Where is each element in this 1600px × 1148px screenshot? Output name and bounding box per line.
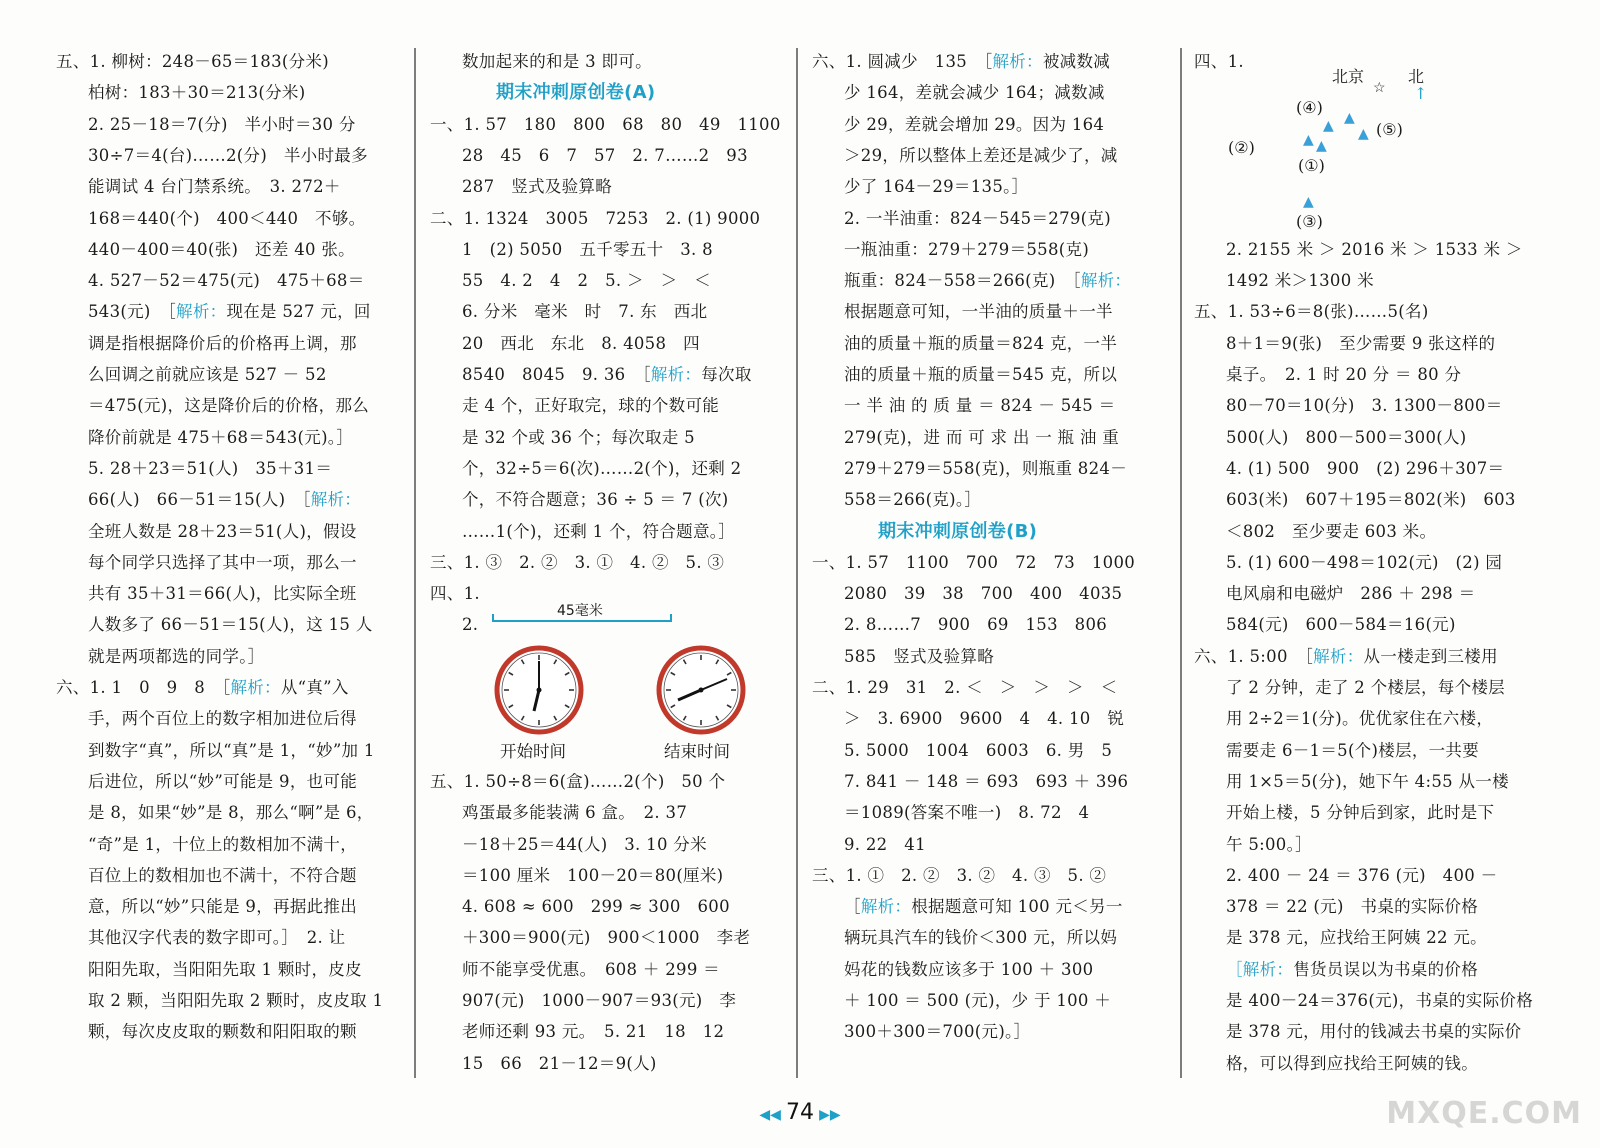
answer-line bbox=[430, 772, 725, 792]
clock-end-face-icon bbox=[656, 645, 746, 735]
answer-line bbox=[430, 209, 760, 229]
answer-text: ＝1089(答案不唯一) 8. 72 4 bbox=[844, 803, 1090, 823]
answer-line bbox=[88, 396, 369, 416]
answer-line bbox=[844, 584, 1122, 604]
answer-line bbox=[462, 459, 741, 479]
answer-line bbox=[88, 553, 357, 573]
answer-text: 一 半 油 的 质 量 ＝ 824 － 545 ＝ bbox=[844, 396, 1116, 416]
analysis-label: 解析： bbox=[310, 490, 362, 510]
answer-text: 六、1. 圆减少 135 ［ bbox=[812, 52, 993, 71]
answer-text: 2. bbox=[462, 615, 479, 635]
answer-text: 百位上的数相加也不满十，不符合题 bbox=[88, 865, 357, 885]
answer-line bbox=[88, 365, 327, 385]
answer-line bbox=[844, 615, 1107, 635]
answer-line bbox=[1226, 615, 1456, 635]
answer-line bbox=[462, 396, 719, 416]
answer-text: “奇”是 1，十位上的数相加不满十， bbox=[88, 834, 358, 854]
answer-line bbox=[88, 647, 265, 667]
answer-line bbox=[430, 115, 781, 135]
analysis-label: 解析： bbox=[1313, 646, 1364, 666]
answer-line bbox=[88, 866, 357, 886]
answer-text: 2080 39 38 700 400 4035 bbox=[844, 584, 1123, 604]
answer-line bbox=[1226, 334, 1495, 354]
answer-line bbox=[844, 396, 1115, 416]
page-number: 74 bbox=[786, 1100, 814, 1125]
analysis-label: 解析： bbox=[176, 302, 227, 322]
answer-text: 一、1. 57 1100 700 72 73 1000 bbox=[812, 552, 1136, 572]
answer-text: 1 (2) 5050 五千零五十 3. 8 bbox=[462, 239, 713, 259]
answer-line bbox=[844, 897, 1123, 917]
answer-line bbox=[88, 709, 357, 729]
answer-line bbox=[1226, 741, 1479, 761]
column-divider bbox=[1180, 48, 1182, 1078]
map-beijing-label: 北京 bbox=[1332, 67, 1365, 86]
answer-text: 300＋300＝700(元)。］ bbox=[844, 1022, 1031, 1042]
answer-line bbox=[844, 490, 981, 510]
answer-text: 287 竖式及验算略 bbox=[462, 177, 612, 197]
answer-line bbox=[88, 428, 353, 448]
answer-line bbox=[844, 240, 1089, 260]
answer-line bbox=[1226, 584, 1475, 604]
answer-line bbox=[88, 741, 375, 761]
column-divider bbox=[796, 48, 798, 1078]
answer-text: 2. 400 － 24 ＝ 376 (元) 400 － bbox=[1226, 865, 1498, 885]
ruler-tick bbox=[670, 614, 672, 622]
ruler-tick bbox=[492, 614, 494, 622]
answer-text: 168＝440(个) 400＜440 不够。 bbox=[88, 208, 366, 228]
answer-line bbox=[56, 678, 349, 698]
answer-line bbox=[88, 960, 362, 980]
answer-text: 20 西北 东北 8. 4058 四 bbox=[462, 333, 700, 353]
answer-line bbox=[812, 52, 1110, 72]
map-label-5: (⑤) bbox=[1376, 120, 1403, 139]
answer-text: 二、1. 29 31 2. ＜ ＞ ＞ ＞ ＜ bbox=[812, 678, 1118, 697]
answer-text: 取 2 颗，当阳阳先取 2 颗时，皮皮取 1 bbox=[88, 991, 384, 1010]
answer-text: 8540 8045 9. 36 ［ bbox=[462, 365, 651, 384]
clock-start bbox=[494, 645, 584, 739]
answer-line bbox=[462, 615, 478, 635]
answer-text: 543(元) ［ bbox=[88, 302, 177, 322]
analysis-label: 解析： bbox=[860, 897, 912, 917]
answer-text: 用 1×5＝5(分)，她下午 4:55 从一楼 bbox=[1226, 771, 1509, 791]
answer-line bbox=[1226, 928, 1487, 948]
answer-text: 是 378 元，应找给王阿姨 22 元。 bbox=[1226, 928, 1487, 948]
answer-text: 少了 164－29＝135。］ bbox=[844, 177, 1029, 197]
answer-line bbox=[462, 1054, 657, 1074]
answer-text: 55 4. 2 4 2 5. ＞ ＞ ＜ bbox=[462, 271, 711, 291]
answer-text: 六、1. 1 0 9 8 ［ bbox=[56, 678, 231, 697]
clock-start-face-icon bbox=[494, 645, 584, 735]
analysis-label: 解析： bbox=[230, 678, 281, 697]
answer-line bbox=[88, 83, 305, 103]
answer-line bbox=[462, 960, 720, 980]
answer-text: 8＋1＝9(张) 至少需要 9 张这样的 bbox=[1226, 333, 1496, 353]
answer-line bbox=[812, 678, 1117, 698]
map-label-4: (④) bbox=[1296, 98, 1323, 117]
answer-line bbox=[1226, 772, 1509, 792]
answer-text: 80－70＝10(分) 3. 1300－800＝ bbox=[1226, 396, 1503, 416]
answer-text: 意，所以“妙”只能是 9，再据此推出 bbox=[88, 897, 358, 917]
answer-line bbox=[462, 146, 748, 166]
answer-line bbox=[844, 741, 1112, 761]
answer-text: 15 66 21－12＝9(人) bbox=[462, 1053, 657, 1073]
answer-line bbox=[844, 334, 1117, 354]
answer-text: 是 400－24＝376(元)，书桌的实际价格 bbox=[1226, 991, 1534, 1010]
answer-text: 五、1. 53÷6＝8(张)……5(名) bbox=[1194, 302, 1429, 322]
analysis-label: 解析： bbox=[650, 365, 702, 384]
answer-text: 4. 608 ≈ 600 299 ≈ 300 600 bbox=[462, 897, 730, 917]
answer-text: 能调试 4 台门禁系统。 3. 272＋ bbox=[88, 177, 341, 197]
section-title: 期末冲刺原创卷(A) bbox=[496, 82, 656, 104]
answer-text: 格，可以得到应找给王阿姨的钱。 bbox=[1226, 1053, 1478, 1073]
answer-line bbox=[844, 271, 1131, 291]
answer-line bbox=[462, 803, 687, 823]
answer-line bbox=[88, 334, 357, 354]
ruler-figure bbox=[492, 600, 677, 628]
answer-text: 66(人) 66－51＝15(人) ［ bbox=[88, 490, 311, 510]
answer-text: 少 164，差就会减少 164；减数减 bbox=[844, 83, 1105, 103]
answer-line bbox=[462, 52, 652, 72]
answer-text: 2. 2155 米 ＞ 2016 米 ＞ 1533 米 ＞ bbox=[1226, 239, 1523, 259]
page-footer bbox=[0, 1100, 1600, 1125]
north-arrow-icon: ↑ bbox=[1414, 84, 1428, 103]
answer-line bbox=[1226, 866, 1497, 886]
answer-line bbox=[844, 647, 994, 667]
answer-line bbox=[812, 866, 1106, 886]
answer-text: 一、1. 57 180 800 68 80 49 1100 bbox=[430, 114, 781, 134]
answer-line bbox=[1226, 1054, 1478, 1074]
answer-text: 四、1. bbox=[430, 584, 480, 604]
answer-text: 油的质量＋瓶的质量＝545 克，所以 bbox=[844, 365, 1118, 384]
answer-text: 人数多了 66－51＝15(人)，这 15 人 bbox=[88, 615, 373, 635]
answer-text: 被减数减 bbox=[1042, 52, 1111, 71]
answer-line bbox=[844, 991, 1111, 1011]
answer-line bbox=[88, 803, 374, 823]
watermark: MXQE.COM bbox=[1386, 1096, 1582, 1131]
answer-text: 调是指根据降价后的价格再上调，那 bbox=[88, 333, 357, 353]
answer-line bbox=[462, 365, 752, 385]
answer-text: 阳阳先取，当阳阳先取 1 颗时，皮皮 bbox=[88, 959, 362, 979]
answer-line bbox=[1226, 365, 1461, 385]
answer-text: 辆玩具汽车的钱价＜300 元，所以妈 bbox=[844, 928, 1118, 948]
answer-text: 现在是 527 元，回 bbox=[226, 302, 371, 322]
answer-text: 是 378 元，用付的钱减去书桌的实际价 bbox=[1226, 1022, 1522, 1042]
answer-line bbox=[88, 522, 357, 542]
answer-text: 279(克)，进 而 可 求 出 一 瓶 油 重 bbox=[844, 427, 1120, 447]
answer-text: 颗，每次皮皮取的颗数和阳阳取的颗 bbox=[88, 1022, 357, 1042]
answer-text: 个，不符合题意；36 ÷ 5 ＝ 7 (次) bbox=[462, 490, 729, 510]
answer-text: 2. 8……7 900 69 153 806 bbox=[844, 615, 1108, 635]
prev-arrows-icon: ◀◀ bbox=[759, 1107, 781, 1123]
answer-line bbox=[430, 553, 724, 573]
answer-text: 2. 25－18＝7(分) 半小时＝30 分 bbox=[88, 114, 356, 134]
answer-line bbox=[462, 271, 711, 291]
triangle-icon: ▲ bbox=[1344, 110, 1355, 126]
answer-line bbox=[88, 615, 373, 635]
answer-line bbox=[88, 177, 341, 197]
answer-line bbox=[1226, 991, 1533, 1011]
answer-line bbox=[88, 146, 368, 166]
answer-text: 5. 5000 1004 6003 6. 男 5 bbox=[844, 740, 1113, 760]
answer-text: 4. 527－52＝475(元) 475＋68＝ bbox=[88, 271, 365, 291]
answer-text: 四、1. bbox=[1194, 52, 1244, 71]
answer-text: 少 29，差就会增加 29。因为 164 bbox=[844, 114, 1105, 134]
answer-line bbox=[88, 584, 357, 604]
answer-line bbox=[88, 991, 383, 1011]
answer-line bbox=[1226, 240, 1523, 260]
answer-line bbox=[844, 365, 1117, 385]
answer-text: 三、1. ③ 2. ② 3. ① 4. ② 5. ③ bbox=[430, 552, 725, 572]
answer-text: 五、1. 柳树：248－65＝183(分米) bbox=[56, 52, 329, 71]
answer-text: 全班人数是 28＋23＝51(人)，假设 bbox=[88, 521, 357, 541]
triangle-icon: ▲ bbox=[1316, 138, 1327, 154]
answer-text: ＝475(元)，这是降价后的价格，那么 bbox=[88, 396, 370, 416]
answer-line bbox=[462, 1022, 724, 1042]
answer-line bbox=[88, 772, 357, 792]
answer-text: 4. (1) 500 900 (2) 296＋307＝ bbox=[1226, 458, 1505, 478]
answer-text: 378 ＝ 22 (元) 书桌的实际价格 bbox=[1226, 897, 1479, 917]
answer-text: ＞ 3. 6900 9600 4 4. 10 锐 bbox=[844, 709, 1125, 729]
answer-text: 开始上楼，5 分钟后到家，此时是下 bbox=[1226, 803, 1495, 823]
map-label-3: (③) bbox=[1296, 212, 1323, 231]
answer-line bbox=[1226, 1022, 1521, 1042]
answer-text: 六、1. 5:00 ［ bbox=[1194, 646, 1314, 666]
answer-text: 6. 分米 毫米 时 7. 东 西北 bbox=[462, 302, 708, 322]
answer-line bbox=[88, 928, 345, 948]
answer-line bbox=[88, 240, 355, 260]
answer-text: 根据题意可知 100 元＜另一 bbox=[911, 897, 1123, 917]
answer-text: 走 4 个，正好取完，球的个数可能 bbox=[462, 396, 720, 416]
answer-line bbox=[1226, 490, 1516, 510]
answer-line bbox=[844, 302, 1113, 322]
answer-line bbox=[430, 584, 480, 604]
section-heading bbox=[878, 522, 1037, 542]
triangle-icon: ▲ bbox=[1303, 194, 1314, 210]
answer-line bbox=[1194, 302, 1429, 322]
answer-text: ＋ 100 ＝ 500 (元)，少 于 100 ＋ bbox=[844, 991, 1112, 1010]
answer-line bbox=[844, 209, 1111, 229]
answer-text: 584(元) 600－584＝16(元) bbox=[1226, 615, 1456, 635]
answer-text: 用 2÷2＝1(分)。优优家住在六楼， bbox=[1226, 709, 1494, 729]
answer-text: －18＋25＝44(人) 3. 10 分米 bbox=[462, 834, 707, 854]
answer-line bbox=[462, 991, 736, 1011]
answer-line bbox=[844, 835, 926, 855]
answer-line bbox=[844, 709, 1124, 729]
map-star-icon: ☆ bbox=[1373, 80, 1386, 96]
answer-text: 后进位，所以“妙”可能是 9，也可能 bbox=[88, 771, 358, 791]
answer-text: 鸡蛋最多能装满 6 盒。 2. 37 bbox=[462, 803, 688, 823]
answer-line bbox=[88, 302, 371, 322]
ruler-label: 45毫米 bbox=[557, 603, 603, 619]
answer-text: 1492 米＞1300 米 bbox=[1226, 271, 1374, 291]
ruler-line bbox=[492, 620, 672, 622]
answer-line bbox=[1226, 459, 1504, 479]
answer-text: 9. 22 41 bbox=[844, 834, 926, 854]
answer-text: 瓶重：824－558＝266(克) ［ bbox=[844, 271, 1081, 291]
answer-text: 降价前就是 475＋68＝543(元)。］ bbox=[88, 427, 354, 447]
answer-text: ＜802 至少要走 603 米。 bbox=[1226, 521, 1437, 541]
answer-line bbox=[462, 240, 713, 260]
answer-text: 28 45 6 7 57 2. 7……2 93 bbox=[462, 145, 748, 165]
answer-line bbox=[1194, 647, 1498, 667]
answer-line bbox=[88, 115, 356, 135]
answer-line bbox=[88, 897, 357, 917]
map-label-2: (②) bbox=[1228, 138, 1255, 157]
clock-start-label: 开始时间 bbox=[500, 742, 566, 761]
answer-text: 了 2 分钟，走了 2 个楼层，每个楼层 bbox=[1226, 678, 1505, 697]
answer-line bbox=[844, 803, 1089, 823]
answer-text: 30÷7＝4(台)……2(分) 半小时最多 bbox=[88, 145, 368, 165]
answer-text: 从“真”入 bbox=[280, 678, 349, 697]
answer-text: 从一楼走到三楼用 bbox=[1363, 646, 1498, 666]
answer-text: 440－400＝40(张) 还差 40 张。 bbox=[88, 239, 355, 259]
answer-text: 7. 841 － 148 ＝ 693 693 ＋ 396 bbox=[844, 771, 1129, 791]
answer-line bbox=[88, 490, 361, 510]
answer-text: 午 5:00。］ bbox=[1226, 834, 1312, 854]
answer-line bbox=[1226, 428, 1467, 448]
answer-text: 279＋279＝558(克)，则瓶重 824－ bbox=[844, 458, 1127, 478]
answer-line bbox=[88, 271, 365, 291]
answer-text: 售货员误以为书桌的价格 bbox=[1293, 959, 1479, 979]
answer-line bbox=[56, 52, 329, 72]
triangle-icon: ▲ bbox=[1323, 118, 1334, 134]
answer-line bbox=[462, 522, 735, 542]
answer-text: 电风扇和电磁炉 286 ＋ 298 ＝ bbox=[1226, 584, 1476, 604]
answer-line bbox=[462, 428, 695, 448]
section-title: 期末冲刺原创卷(B) bbox=[878, 520, 1038, 542]
answer-line bbox=[1226, 678, 1505, 698]
answer-text: 558＝266(克)。］ bbox=[844, 490, 982, 510]
answer-text: ＝100 厘米 100－20＝80(厘米) bbox=[462, 865, 724, 885]
answer-line bbox=[844, 960, 1093, 980]
map-label-1: (①) bbox=[1298, 156, 1325, 175]
next-arrows-icon: ▶▶ bbox=[819, 1107, 841, 1123]
answer-text: 是 8，如果“妙”是 8，那么“啊”是 6， bbox=[88, 803, 374, 823]
map-north-label: 北 bbox=[1408, 67, 1425, 86]
answer-line bbox=[844, 428, 1119, 448]
answer-text: 二、1. 1324 3005 7253 2. (1) 9000 bbox=[430, 208, 761, 228]
clock-end bbox=[656, 645, 746, 739]
answer-text: 5. (1) 600－498＝102(元) (2) 园 bbox=[1226, 552, 1503, 572]
answer-line bbox=[1194, 52, 1244, 72]
answer-text: 就是两项都选的同学。］ bbox=[88, 646, 265, 666]
answer-line bbox=[462, 835, 707, 855]
answer-text: 每个同学只选择了其中一项，那么一 bbox=[88, 552, 357, 572]
answer-text: 共有 35＋31＝66(人)，比实际全班 bbox=[88, 584, 357, 604]
answer-text: 2. 一半油重：824－545＝279(克) bbox=[844, 208, 1111, 228]
answer-text: 是 32 个或 36 个；每次取走 5 bbox=[462, 427, 695, 447]
analysis-label: 解析： bbox=[992, 52, 1043, 71]
answer-line bbox=[462, 866, 723, 886]
answer-text: 数加起来的和是 3 即可。 bbox=[462, 52, 652, 71]
answer-text: 桌子。 2. 1 时 20 分 ＝ 80 分 bbox=[1226, 365, 1462, 384]
answer-line bbox=[844, 83, 1105, 103]
answer-text: 其他汉字代表的数字即可。］ 2. 让 bbox=[88, 928, 346, 948]
answer-line bbox=[1226, 396, 1503, 416]
answer-line bbox=[844, 772, 1128, 792]
answer-line bbox=[1226, 522, 1436, 542]
answer-text: 每次取 bbox=[701, 365, 752, 384]
answer-line bbox=[844, 177, 1028, 197]
answer-line bbox=[1226, 960, 1478, 980]
answer-text: ＞29，所以整体上差还是减少了，减 bbox=[844, 145, 1118, 165]
triangle-icon: ▲ bbox=[1303, 132, 1314, 148]
answer-line bbox=[844, 115, 1104, 135]
answer-text: 5. 28＋23＝51(人) 35＋31＝ bbox=[88, 458, 333, 478]
answer-line bbox=[88, 1022, 357, 1042]
clock-end-label: 结束时间 bbox=[664, 742, 730, 761]
answer-text: 妈花的钱数应该多于 100 ＋ 300 bbox=[844, 959, 1094, 979]
answer-line bbox=[844, 459, 1127, 479]
answer-line bbox=[844, 146, 1118, 166]
answer-text: 油的质量＋瓶的质量＝824 克，一半 bbox=[844, 333, 1118, 353]
column-divider bbox=[414, 48, 416, 1078]
answer-line bbox=[1226, 803, 1494, 823]
answer-text: 个，32÷5＝6(次)……2(个)，还剩 2 bbox=[462, 458, 742, 478]
answer-line bbox=[462, 928, 750, 948]
analysis-label: ［解析： bbox=[1226, 959, 1294, 979]
answer-text: 根据题意可知，一半油的质量＋一半 bbox=[844, 302, 1113, 322]
answer-line bbox=[462, 302, 707, 322]
answer-text: 500(人) 800－500＝300(人) bbox=[1226, 427, 1467, 447]
direction-map bbox=[1228, 60, 1540, 240]
answer-line bbox=[88, 459, 332, 479]
answer-line bbox=[1226, 271, 1374, 291]
answer-text: 需要走 6－1＝5(个)楼层，一共要 bbox=[1226, 740, 1480, 760]
answer-line bbox=[844, 1022, 1030, 1042]
section-heading bbox=[496, 83, 655, 103]
answer-text: ［ bbox=[844, 897, 861, 917]
answer-text: 手，两个百位上的数字相加进位后得 bbox=[88, 709, 357, 729]
analysis-label: 解析： bbox=[1080, 271, 1132, 291]
answer-line bbox=[1226, 835, 1312, 855]
answer-line bbox=[462, 490, 729, 510]
answer-text: 老师还剩 93 元。 5. 21 18 12 bbox=[462, 1022, 725, 1042]
answer-line bbox=[88, 209, 365, 229]
answer-text: 到数字“真”，所以“真”是 1，“妙”加 1 bbox=[88, 740, 375, 760]
answer-line bbox=[1226, 897, 1478, 917]
answer-line bbox=[462, 897, 730, 917]
answer-text: ……1(个)，还剩 1 个，符合题意。］ bbox=[462, 521, 736, 541]
answer-line bbox=[812, 553, 1135, 573]
answer-text: 柏树：183＋30＝213(分米) bbox=[88, 83, 306, 103]
answer-line bbox=[844, 928, 1117, 948]
answer-text: 585 竖式及验算略 bbox=[844, 646, 994, 666]
answer-text: 么回调之前就应该是 527 － 52 bbox=[88, 365, 327, 384]
answer-text: ＋300＝900(元) 900＜1000 李老 bbox=[462, 928, 751, 948]
answer-line bbox=[462, 334, 700, 354]
answer-line bbox=[462, 177, 612, 197]
answer-line bbox=[1226, 709, 1493, 729]
answer-text: 603(米) 607＋195＝802(米) 603 bbox=[1226, 490, 1516, 510]
answer-text: 三、1. ① 2. ② 3. ② 4. ③ 5. ② bbox=[812, 865, 1107, 885]
answer-text: 907(元) 1000－907＝93(元) 李 bbox=[462, 991, 737, 1010]
triangle-icon: ▲ bbox=[1358, 126, 1369, 142]
answer-text: 一瓶油重：279＋279＝558(克) bbox=[844, 239, 1090, 259]
answer-text: 五、1. 50÷8＝6(盒)……2(个) 50 个 bbox=[430, 771, 726, 791]
answer-text: 师不能享受优惠。 608 ＋ 299 ＝ bbox=[462, 959, 720, 979]
answer-line bbox=[88, 835, 357, 855]
answer-line bbox=[1226, 553, 1502, 573]
